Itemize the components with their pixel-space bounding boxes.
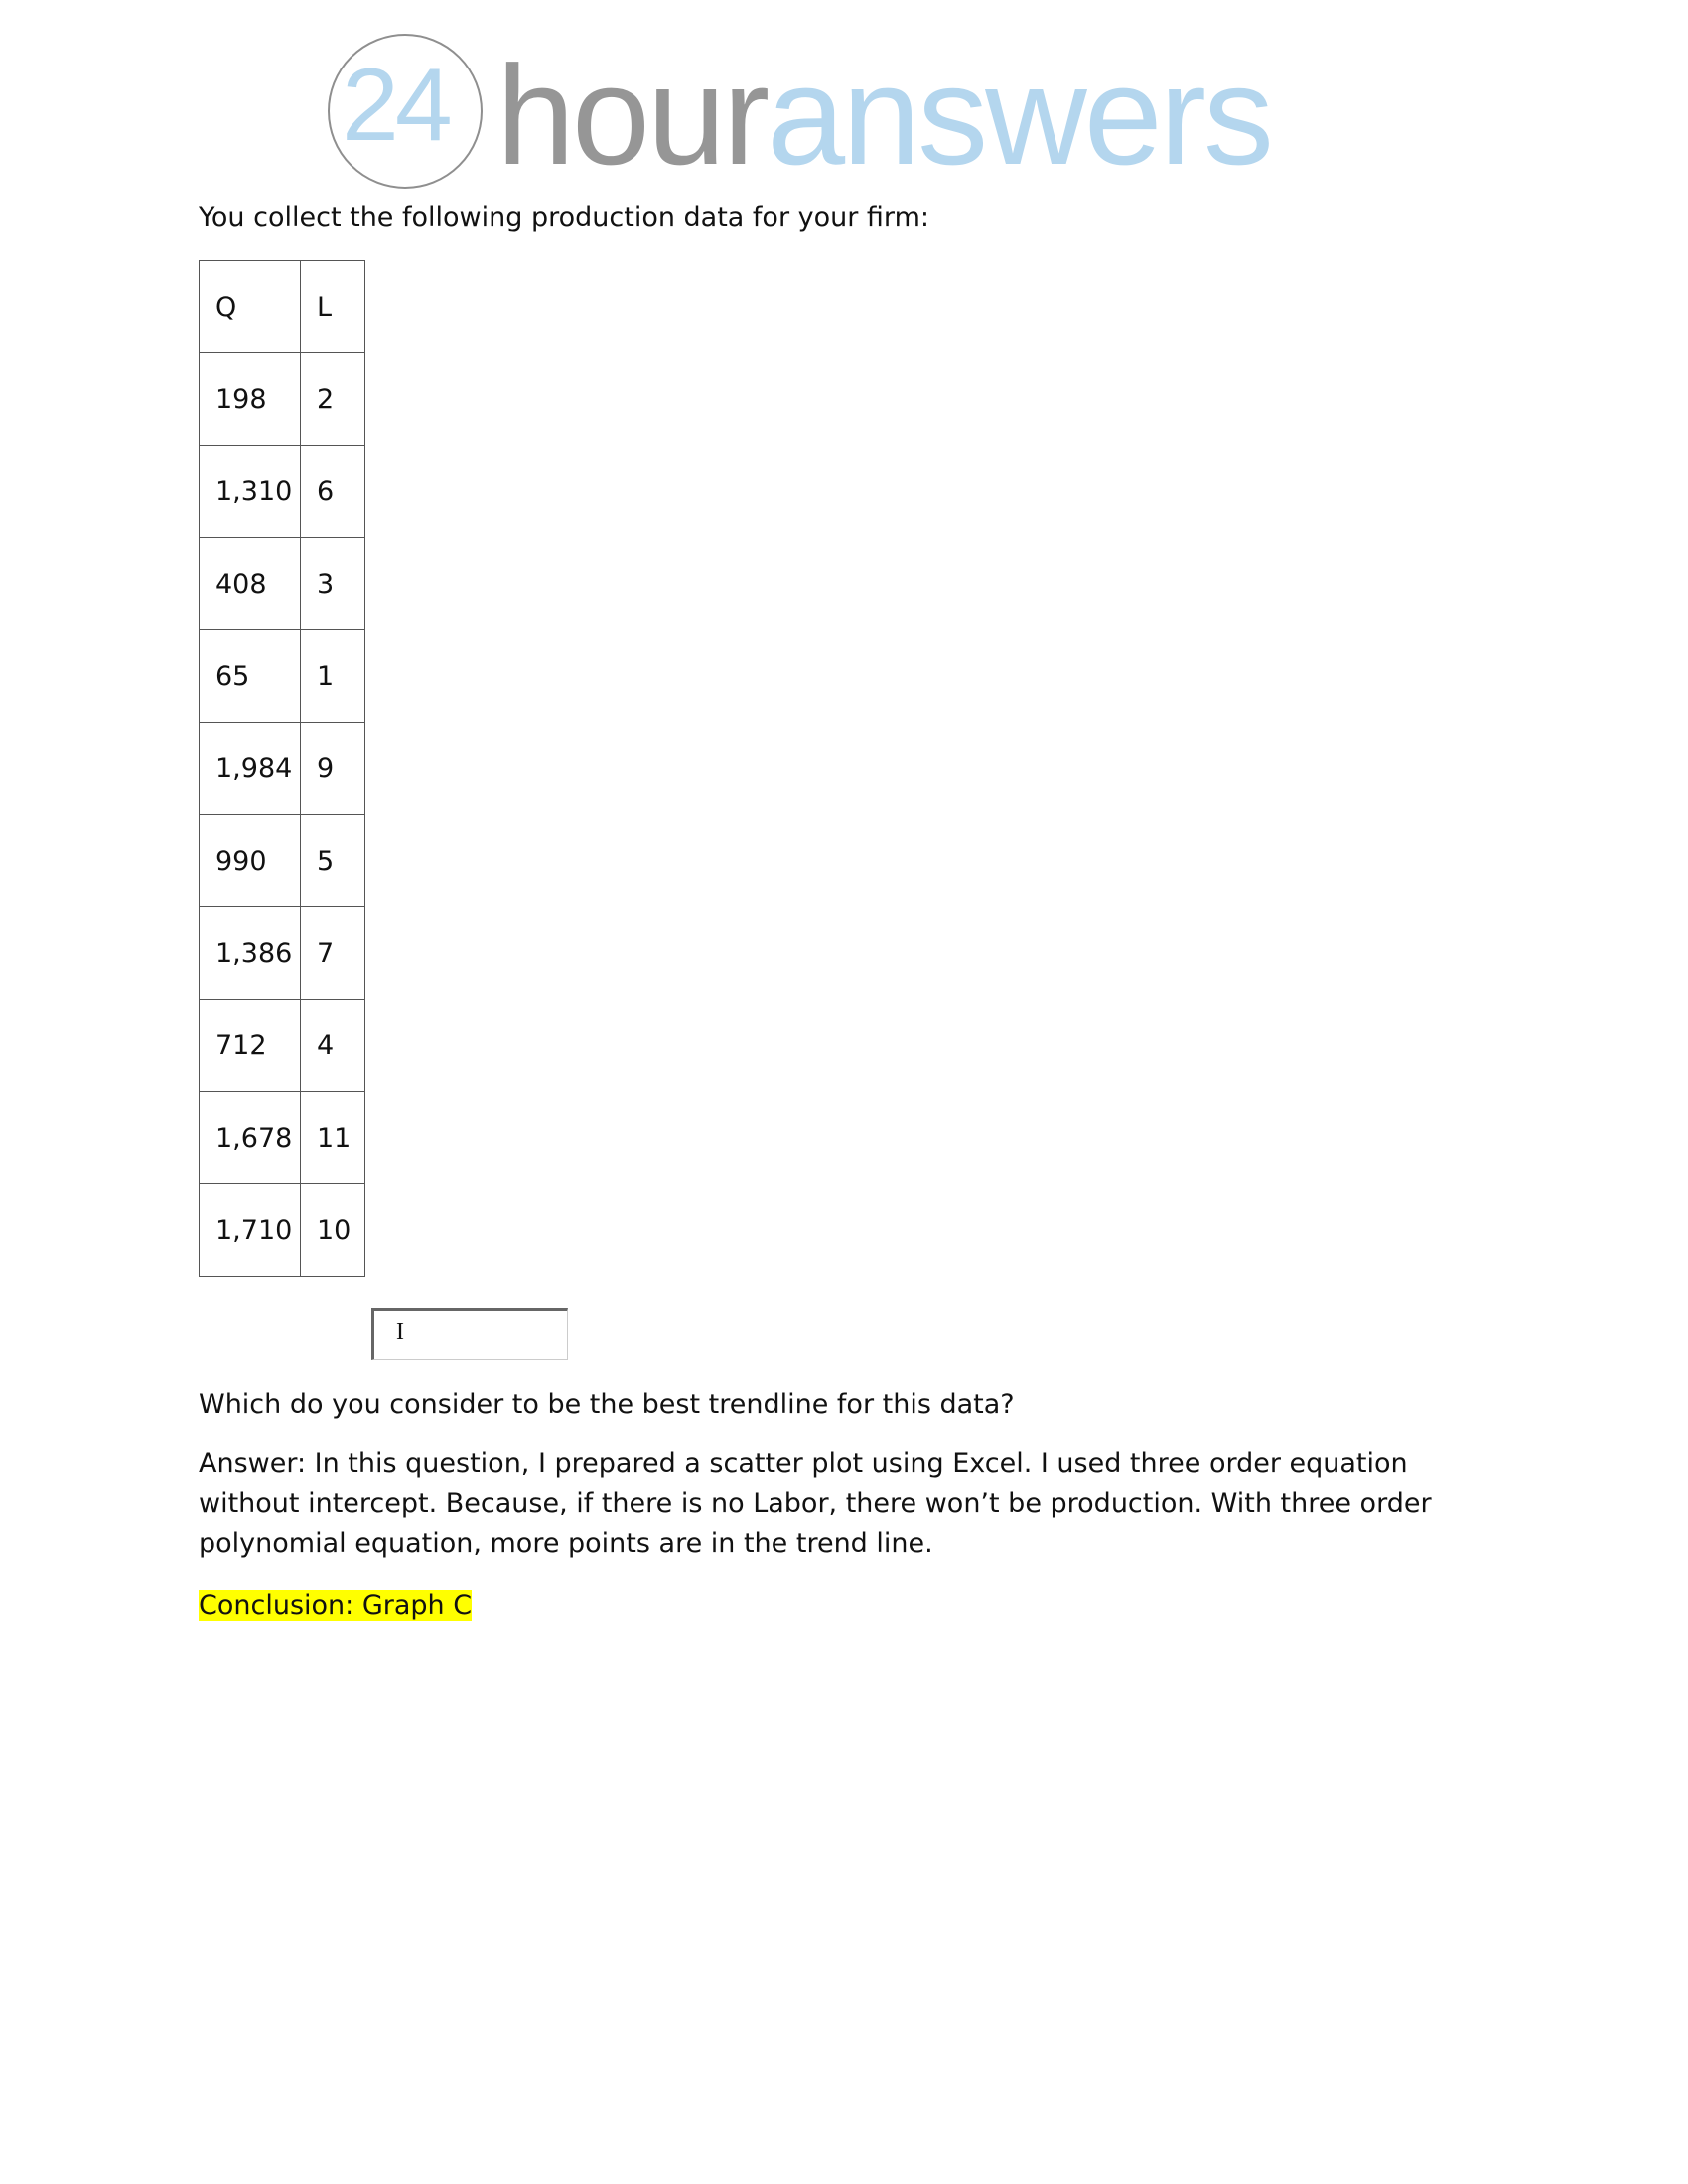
cell-q: 408	[200, 538, 301, 630]
table-row	[200, 446, 365, 538]
logo-number: 24	[342, 48, 449, 163]
header-l: L	[301, 261, 365, 353]
cell-q: 65	[200, 630, 301, 723]
cell-l: 11	[301, 1092, 365, 1184]
conclusion-line	[199, 1586, 472, 1626]
cell-q: 1,310	[200, 446, 301, 538]
production-table-body	[200, 261, 365, 1277]
cell-l: 2	[301, 353, 365, 446]
table-row	[200, 1184, 365, 1277]
question-text: Which do you consider to be the best trendline for this data?	[199, 1389, 1015, 1420]
table-row	[200, 1092, 365, 1184]
table-row	[200, 723, 365, 815]
cell-q: 1,386	[200, 907, 301, 1000]
answer-text: Answer: In this question, I prepared a scatter plot using Excel. I used three order equation without intercept. Because, if there is no Labor, there won’t be production. With three order polynomial equation, more points are in the trend line.	[199, 1448, 1432, 1559]
table-row	[200, 1000, 365, 1092]
cell-l: 6	[301, 446, 365, 538]
cell-l: 3	[301, 538, 365, 630]
cell-q: 1,678	[200, 1092, 301, 1184]
table-row	[200, 907, 365, 1000]
cell-q: 990	[200, 815, 301, 907]
cell-q: 712	[200, 1000, 301, 1092]
intro-text: You collect the following production data for your firm:	[199, 203, 929, 233]
logo-wordmark	[496, 37, 1271, 195]
answer-input-box[interactable]: I	[371, 1308, 568, 1360]
cell-l: 7	[301, 907, 365, 1000]
header-q: Q	[200, 261, 301, 353]
logo-word-hour: hour	[496, 37, 768, 195]
cell-l: 9	[301, 723, 365, 815]
table-row	[200, 815, 365, 907]
cell-q: 198	[200, 353, 301, 446]
table-header-row	[200, 261, 365, 353]
logo-word-answers: answers	[767, 37, 1271, 195]
cell-q: 1,984	[200, 723, 301, 815]
cell-l: 10	[301, 1184, 365, 1277]
production-table	[199, 260, 365, 1277]
conclusion-text: Conclusion: Graph C	[199, 1590, 473, 1621]
cell-l: 1	[301, 630, 365, 723]
cell-l: 4	[301, 1000, 365, 1092]
table-row	[200, 538, 365, 630]
cell-q: 1,710	[200, 1184, 301, 1277]
site-logo	[328, 34, 1301, 193]
table-row	[200, 630, 365, 723]
table-row	[200, 353, 365, 446]
cell-l: 5	[301, 815, 365, 907]
